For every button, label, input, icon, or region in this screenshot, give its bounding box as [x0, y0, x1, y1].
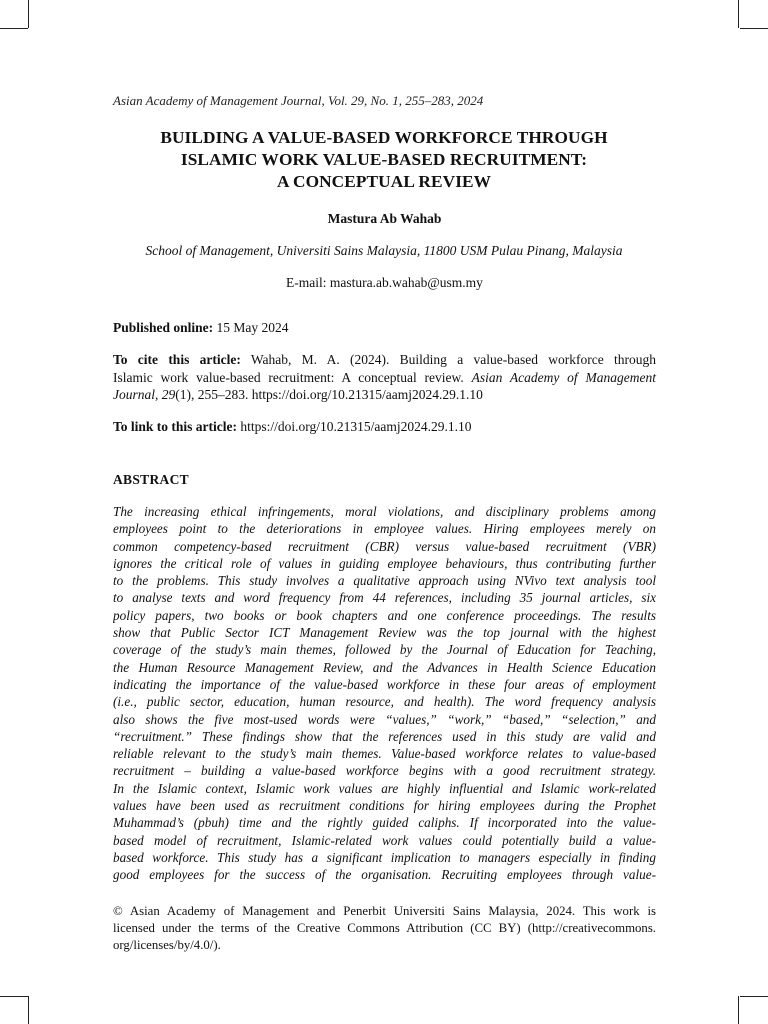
crop-mark-top-left-h — [0, 28, 28, 29]
abstract-line: the Human Resource Management Review, and the Advances in Health Science Education — [113, 659, 656, 675]
abstract-line: Muhammad’s (pbuh) time and the rightly guided caliphs. If incorporated into the value- — [113, 815, 656, 831]
footer-line: © Asian Academy of Management and Penerbit Universiti Sains Malaysia, 2024. This work is — [113, 904, 656, 918]
license-footer — [113, 903, 656, 954]
abstract-line: policy papers, two books or book chapters and one conference proceedings. The results — [113, 607, 656, 623]
article-title — [110, 127, 658, 193]
title-line: ISLAMIC WORK VALUE-BASED RECRUITMENT: — [180, 150, 588, 169]
published-date: 15 May 2024 — [216, 320, 289, 335]
citation-volume: 29 — [161, 387, 176, 402]
abstract-line: show that Public Sector ICT Management Review was the top journal with the highest — [113, 625, 656, 641]
abstract-line: based workforce. This study has a significant implication to managers especially in finding — [113, 849, 656, 865]
author-name: Mastura Ab Wahab — [327, 211, 442, 226]
citation-journal: Journal — [113, 387, 155, 402]
crop-mark-top-right — [738, 0, 739, 28]
journal-citation-header: Asian Academy of Management Journal, Vol. 29, No. 1, 255–283, 2024 — [113, 93, 484, 108]
citation-journal: Asian Academy of Management — [471, 369, 656, 385]
citation-text: Wahab, M. A. (2024). Building a value-based workforce through — [250, 352, 656, 367]
citation-doi[interactable]: (1), 255–283. https://doi.org/10.21315/aamj2024.29.1.10 — [175, 387, 483, 402]
abstract-line: (i.e., public sector, education, human resource, and health). The word frequency analysis — [113, 694, 656, 710]
title-line: BUILDING A VALUE-BASED WORKFORCE THROUGH — [160, 128, 608, 147]
author-email: E-mail: mastura.ab.wahab@usm.my — [286, 275, 483, 290]
author-affiliation: School of Management, Universiti Sains Malaysia, 11800 USM Pulau Pinang, Malaysia — [145, 243, 623, 258]
citation-block — [113, 351, 656, 404]
abstract-line: “recruitment.” These findings show that the references used in this study are valid and — [113, 728, 656, 744]
citation-line — [113, 351, 656, 369]
abstract-heading: ABSTRACT — [113, 472, 189, 487]
abstract-line: based model of recruitment, Islamic-related work values could potentially build a value- — [113, 832, 656, 848]
abstract-line: indicating the importance of the value-based workforce in these four areas of employment — [113, 676, 656, 692]
title-line: A CONCEPTUAL REVIEW — [276, 172, 492, 191]
footer-line[interactable]: licensed under the terms of the Creative Commons Attribution (CC BY) (http://creativecommons. — [113, 921, 656, 935]
abstract-line: The increasing ethical infringements, moral violations, and disciplinary problems among — [113, 504, 656, 519]
link-url[interactable]: https://doi.org/10.21315/aamj2024.29.1.10 — [240, 419, 472, 434]
abstract-line: to the problems. This study involves a qualitative approach using NVivo text analysis tool — [113, 573, 656, 589]
citation-line — [113, 369, 656, 387]
crop-mark-top-left — [28, 0, 29, 28]
abstract-line: also shows the five most-used words were “values,” “work,” “based,” “selection,” and — [113, 711, 656, 727]
abstract-body — [113, 503, 656, 884]
article-link — [113, 418, 656, 436]
citation-label: To cite this article: — [113, 352, 241, 367]
citation-text: Islamic work value-based recruitment: A conceptual review. — [113, 369, 472, 385]
published-label: Published online: — [113, 320, 214, 335]
link-label: To link to this article: — [113, 419, 238, 434]
crop-mark-top-right-h — [740, 28, 768, 29]
crop-mark-bottom-right — [738, 996, 739, 1024]
abstract-line: good employees for the success of the organisation. Recruiting employees through value- — [113, 867, 656, 883]
abstract-line: common competency-based recruitment (CBR) versus value-based recruitment (VBR) — [113, 538, 656, 554]
published-online — [113, 319, 656, 337]
abstract-line: coverage of the study’s main themes, followed by the Journal of Education for Teaching, — [113, 642, 656, 658]
abstract-line: to analyse texts and word frequency from 44 references, including 35 journal articles, six — [113, 590, 656, 606]
crop-mark-bottom-right-h — [740, 996, 768, 997]
abstract-line: In the Islamic context, Islamic work values are highly influential and Islamic work-related — [113, 780, 656, 796]
citation-line — [113, 386, 656, 404]
footer-line[interactable]: org/licenses/by/4.0/). — [113, 938, 221, 952]
abstract-line: employees point to the deteriorations in employee values. Hiring employees merely on — [113, 521, 656, 537]
crop-mark-bottom-left — [28, 996, 29, 1024]
citation-separator: , — [155, 387, 162, 402]
abstract-line: ignores the critical role of values in guiding employee behaviours, thus contributing further — [113, 555, 656, 571]
crop-mark-bottom-left-h — [0, 996, 28, 997]
abstract-line: reliable relevant to the study’s main themes. Value-based workforce relates to value-based — [113, 746, 656, 762]
abstract-line: values have been used as recruitment conditions for hiring employees during the Prophet — [113, 798, 656, 814]
abstract-line: recruitment – building a value-based workforce begins with a good recruitment strategy. — [113, 763, 656, 779]
